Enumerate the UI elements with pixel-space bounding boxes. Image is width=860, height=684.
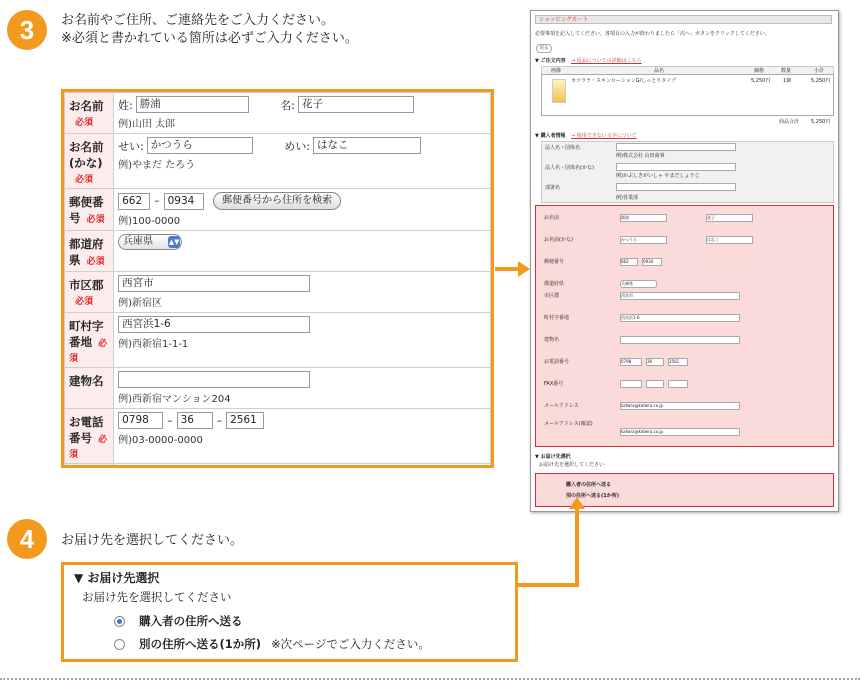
mini-col-qty: 数量 [781, 68, 792, 74]
customer-info-form [61, 89, 494, 468]
mini-zip2[interactable]: 0934 [642, 258, 662, 266]
mini-col-name: 品名 [654, 68, 665, 74]
dash: – [154, 194, 160, 207]
delivery-option-other[interactable] [114, 636, 505, 652]
required-mark: 必須 [69, 435, 108, 460]
required-mark: 必須 [75, 297, 94, 307]
zip-code-part2[interactable]: 0934 [164, 193, 204, 210]
phone-label [65, 409, 114, 464]
mini-email-label: メールアドレス [544, 403, 579, 409]
mini-highlight-buyer-form [535, 205, 834, 447]
mini-name-label: お名前 [544, 215, 560, 221]
phone-part2[interactable]: 36 [177, 412, 213, 429]
step-4-badge: 4 [7, 519, 47, 559]
prefecture-label-text: 都道府県 [69, 237, 104, 267]
name-label-text: お名前 [69, 99, 104, 113]
arrow-up-icon [569, 497, 585, 509]
building-input[interactable] [118, 371, 310, 388]
delivery-selection-box [61, 562, 518, 662]
mini-building[interactable] [620, 336, 740, 344]
mini-kana-last[interactable]: かつうら [620, 236, 667, 244]
fax-part2[interactable] [177, 467, 213, 468]
mini-zip-label: 郵便番号 [544, 259, 565, 265]
mini-last-name[interactable]: 勝浦 [620, 214, 667, 222]
arrow-delivery-shaft-horizontal [517, 583, 579, 587]
fax-part3[interactable] [226, 467, 264, 468]
select-arrow-icon: ▲▼ [168, 238, 180, 246]
mini-dept-example: 例)営業部 [616, 195, 638, 201]
mini-product-price: 5,250円 [751, 78, 771, 84]
mini-fax3[interactable] [668, 380, 688, 388]
name-label [65, 93, 114, 134]
first-name-input[interactable]: 花子 [298, 96, 414, 113]
step-4-instructions: お届け先を選択してください。 [61, 533, 244, 548]
phone-part1[interactable]: 0798 [118, 412, 163, 429]
mini-town-label: 町村字番地 [544, 315, 570, 321]
mini-email[interactable]: katwra@katwra.co.jp [620, 402, 740, 410]
phone-part3[interactable]: 2561 [226, 412, 264, 429]
mini-corp-kana-label: 法人名・団体名(かな) [545, 165, 594, 171]
mini-city[interactable]: 西宮市 [620, 292, 740, 300]
phone-example: 例)03-0000-0000 [118, 435, 203, 446]
kana-label-text: お名前(かな) [69, 140, 104, 170]
delivery-option-buyer[interactable] [114, 613, 505, 629]
zip-label [65, 189, 114, 231]
zip-search-button[interactable]: 郵便番号から住所を検索 [213, 192, 341, 210]
zip-label-text: 郵便番号 [69, 195, 104, 225]
mini-kana-label: お名前(かな) [544, 237, 573, 243]
kana-label [65, 134, 114, 189]
mini-pref-select[interactable]: 兵庫県 [620, 280, 657, 288]
required-mark: 必須 [75, 175, 94, 185]
radio-icon[interactable] [114, 639, 125, 650]
last-name-kana-input[interactable]: かつうら [147, 137, 253, 154]
kana-sei-label: せい: [118, 139, 144, 153]
city-example: 例)新宿区 [118, 298, 162, 309]
mini-corp-input[interactable] [616, 143, 736, 151]
mini-order-link[interactable]: → 返品についての詳細はこちら [571, 58, 642, 64]
required-mark: 必須 [75, 118, 94, 128]
mini-tel-label: お電話番号 [544, 359, 570, 365]
mini-city-label: 市区郡 [544, 293, 560, 299]
delivery-option-other-label: 別の住所へ送る(1か所) [139, 637, 262, 651]
page-thumbnail [530, 10, 839, 512]
mini-back-button[interactable]: 戻る [536, 44, 552, 53]
mini-kana-first[interactable]: はなこ [706, 236, 753, 244]
city-label [65, 272, 114, 313]
mini-delivery-opt1[interactable]: 購入者の住所へ送る [566, 482, 612, 488]
step-3-badge: 3 [7, 10, 47, 50]
mini-fax-label: FAX番号 [544, 381, 564, 387]
dash: – [216, 413, 223, 427]
mini-building-label: 建物名 [544, 337, 560, 343]
mini-corp-label: 法人名・団体名 [545, 145, 581, 151]
zip-code-part1[interactable]: 662 [118, 193, 150, 210]
mini-buyer-heading: ▼ 購入者情報 [535, 133, 566, 139]
delivery-option-buyer-label: 購入者の住所へ送る [139, 614, 243, 628]
mini-delivery-heading: ▼ お届け先選択 [535, 454, 571, 460]
mini-tel2[interactable]: 36 [646, 358, 664, 366]
mini-product-name: カツウラ・スキンローションG/しっとりタイプ [571, 78, 677, 84]
radio-selected-icon[interactable] [114, 616, 125, 627]
building-label: 建物名 [65, 368, 114, 409]
mini-delivery-opt2[interactable]: 別の住所へ送る(1か所) [566, 493, 620, 499]
prefecture-value: 兵庫県 [123, 236, 154, 247]
first-name-kana-input[interactable]: はなこ [313, 137, 421, 154]
mini-tel3[interactable]: 2561 [668, 358, 688, 366]
mini-title-bar: ショッピングカート [535, 15, 832, 24]
mini-corp-kana-input[interactable] [616, 163, 736, 171]
town-example: 例)西新宿1-1-1 [118, 339, 189, 350]
mini-corp-kana-example: 例)かぶしきがいしゃ やまだしょうじ [616, 173, 700, 179]
step-3-line-2: ※必須と書かれている箇所は必ずご入力ください。 [61, 31, 358, 46]
arrow-to-thumbnail-shaft [495, 267, 519, 271]
building-example: 例)西新宿マンション204 [118, 394, 231, 405]
mini-total-label: 商品合計 [779, 119, 800, 125]
mini-fax1[interactable] [620, 380, 642, 388]
mini-corp-example: 例)株式会社 山田商事 [616, 153, 665, 159]
mini-total-value: 5,250円 [811, 119, 831, 125]
mini-zip1[interactable]: 662 [620, 258, 638, 266]
mini-buyer-link[interactable]: → 使用できない文字について [571, 133, 637, 139]
mini-col-image: 画像 [551, 68, 562, 74]
required-mark: 必須 [69, 339, 108, 364]
mini-email-confirm[interactable]: katwra@katwra.co.jp [620, 428, 740, 436]
mini-product-image [552, 79, 566, 103]
fax-label [65, 464, 114, 469]
town-label-text: 町村字番地 [69, 319, 104, 349]
delivery-option-other-note: ※次ページでご入力ください。 [271, 637, 430, 651]
town-label [65, 313, 114, 368]
mini-fax2[interactable] [646, 380, 664, 388]
delivery-heading: ▼ お届け先選択 [74, 571, 160, 585]
mini-intro: 必要事項を記入してください。各項目の入力が終わりましたら「次へ」ボタンをクリックしてください。 [535, 31, 770, 37]
mini-pref-label: 都道府県 [544, 281, 565, 287]
mini-order-heading: ▼ ご注文内容 [535, 58, 566, 64]
required-mark: 必須 [86, 257, 105, 267]
mini-dept-input[interactable] [616, 183, 736, 191]
mini-col-subtotal: 小計 [814, 68, 825, 74]
mini-tel1[interactable]: 0798 [620, 358, 642, 366]
fax-part1[interactable] [118, 467, 163, 468]
name-example: 例)山田 太郎 [118, 119, 176, 130]
dash: – [167, 413, 173, 427]
mini-delivery-desc: お届け先を選択してください [539, 462, 605, 468]
city-label-text: 市区郡 [69, 278, 104, 292]
mini-col-price: 価格 [754, 68, 765, 74]
kana-example: 例)やまだ たろう [118, 160, 196, 171]
last-name-input[interactable]: 勝浦 [136, 96, 249, 113]
town-input[interactable]: 西宮浜1-6 [118, 316, 310, 333]
dotted-divider [0, 678, 860, 680]
arrow-right-icon [518, 261, 530, 277]
zip-example: 例)100-0000 [118, 216, 181, 227]
step-3-instructions [61, 12, 358, 48]
prefecture-label [65, 231, 114, 272]
mei-label: 名: [280, 98, 296, 112]
delivery-description: お届け先を選択してください [82, 590, 232, 604]
prefecture-select[interactable] [118, 234, 182, 250]
sei-label: 姓: [118, 98, 133, 112]
mini-product-subtotal: 5,250円 [811, 78, 831, 84]
mini-first-name[interactable]: 花子 [706, 214, 753, 222]
mini-product-qty: 1個 [783, 78, 792, 84]
mini-town[interactable]: 西宮浜1-6 [620, 314, 740, 322]
phone-label-text: お電話番号 [69, 415, 104, 445]
city-input[interactable]: 西宮市 [118, 275, 310, 292]
mini-dept-label: 部署名 [545, 185, 561, 191]
kana-mei-label: めい: [284, 139, 311, 153]
required-mark: 必須 [86, 215, 105, 225]
mini-email-confirm-label: メールアドレス(確認) [544, 421, 593, 427]
arrow-delivery-shaft-vertical [575, 505, 579, 585]
step-3-line-1: お名前やご住所、ご連絡先をご入力ください。 [61, 13, 335, 28]
